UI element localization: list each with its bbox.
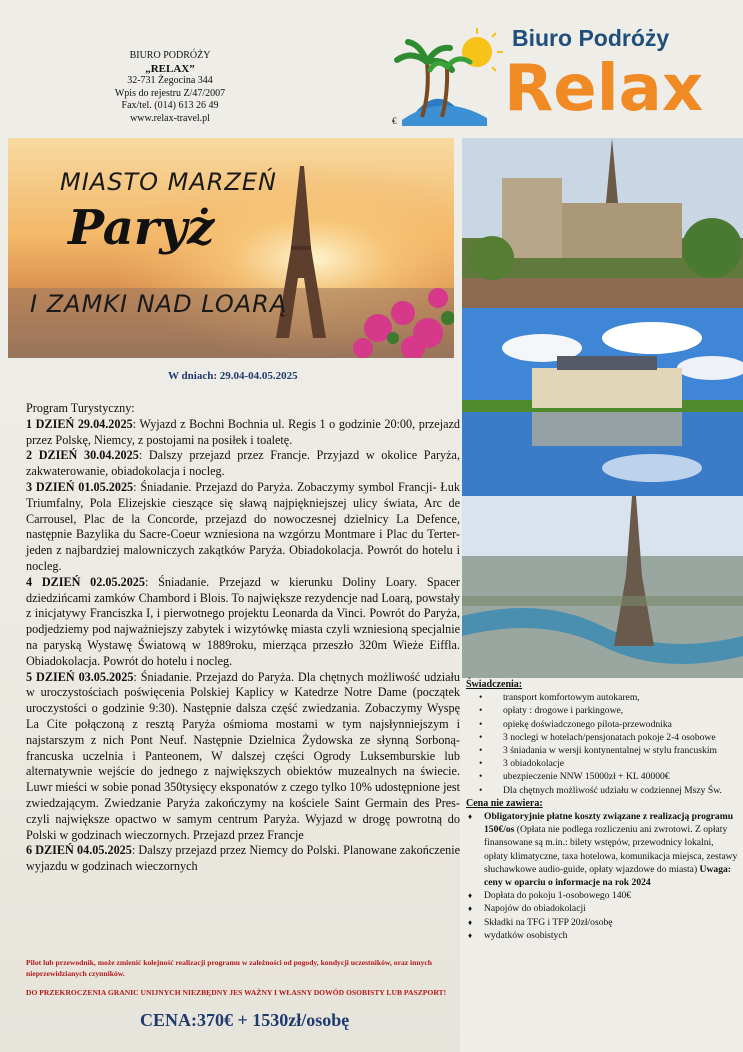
relax-logo bbox=[392, 22, 722, 127]
list-item: • 3 obiadokolacje bbox=[466, 757, 738, 770]
mandatory-costs: Obligatoryjnie płatne koszty związane z realizacją programu 150€/os bbox=[484, 811, 734, 836]
guide-note: Pilot lub przewodnik, może zmienić kolejność realizacji programu w zależności od pogody, kondycji uczestników, oraz innych nieprzewidzianych czynników. bbox=[26, 958, 432, 978]
list-item: • 3 śniadania w wersji kontynentalnej w stylu francuskim bbox=[466, 744, 738, 757]
palm-sun-icon bbox=[392, 22, 722, 127]
services-box bbox=[466, 678, 738, 942]
day-title: 1 DZIEŃ 29.04.2025 bbox=[26, 416, 133, 431]
hero-title-top: MIASTO MARZEŃ bbox=[60, 168, 277, 196]
program-day-5 bbox=[26, 670, 460, 844]
agency-address: 32-731 Żegocina 344 bbox=[127, 75, 213, 86]
program-heading: Program Turystyczny: bbox=[26, 401, 135, 415]
day-text: : Dalszy przejazd przez Niemcy do Polski. Planowane zakończenie wyjazdu w godzinach wieczornych bbox=[26, 843, 460, 874]
price-notice: Uwaga: ceny w oparciu o informacje na rok 2024 bbox=[484, 863, 731, 889]
list-item: ♦ Napojów do obiadokolacji bbox=[466, 902, 738, 915]
day-title: 5 DZIEŃ 03.05.2025 bbox=[26, 669, 134, 684]
program-day-1 bbox=[26, 417, 460, 449]
program-section bbox=[26, 401, 460, 875]
list-item: ♦ Dopłata do pokoju 1-osobowego 140€ bbox=[466, 889, 738, 902]
trip-dates: W dniach: 29.04-04.05.2025 bbox=[168, 370, 298, 382]
photo-notre-dame bbox=[462, 138, 743, 308]
services-heading: Świadczenia: bbox=[466, 679, 523, 690]
day-text: : Śniadanie. Przejazd w kierunku Doliny Loary. Spacer dziedzińcami zamków Chambord i Blois. To największe rezydencje nad Loarą, powstały z inicjatywy Franciszka I, i pierwotnego projektu Leonarda da Vinci. Powrót do Paryża, podjedziemy pod najważniejszy zabytek i wizytówkę miasta czyli wzniesioną specjalnie na paryską Wystawę Światową w 1889roku, mierząca przeszło 320m Wieże Eiffla. Obiadokolacja. Powrót do hotelu i nocleg. bbox=[26, 574, 460, 668]
list-item-mandatory bbox=[466, 810, 738, 889]
agency-label: BIURO PODRÓŻY bbox=[129, 50, 211, 61]
list-item: • opłaty : drogowe i parkingowe, bbox=[466, 704, 738, 717]
agency-website[interactable]: www.relax-travel.pl bbox=[130, 112, 210, 124]
photo-chambord-castle bbox=[462, 308, 743, 496]
day-title: 2 DZIEŃ 30.04.2025 bbox=[26, 448, 139, 463]
hero-title-main: Paryż bbox=[68, 200, 215, 256]
program-day-2 bbox=[26, 448, 460, 480]
program-day-4 bbox=[26, 575, 460, 670]
price: CENA:370€ + 1530zł/osobę bbox=[140, 1010, 350, 1030]
list-item: • transport komfortowym autokarem, bbox=[466, 691, 738, 704]
day-text: : Śniadanie. Przejazd do Paryża. Zobaczymy symbol Francji- Łuk Triumfalny, Pola Elizejskie cieszące się sławą najpiękniejszej ulicy świata, Arc de Carrousel, Plac de la Concorde, przejazd do nowoczesnej dzielnicy La Defence, następnie Bazylika du Sacre-Coeur wzniesiona na wzgórzu Montmare i Plac du Terter-jeden z najbardziej malowniczych zakątków Paryża. Obiadokolacja. Powrót do hotelu i nocleg. bbox=[26, 479, 460, 573]
list-item: • Dla chętnych możliwość udziału w codziennej Mszy Św. bbox=[466, 784, 738, 797]
list-item: ♦ wydatków osobistych bbox=[466, 929, 738, 942]
day-text: : Śniadanie. Przejazd do Paryża. Dla chętnych możliwość udziału w uroczystościach poświęcenia Polskiej Kaplicy w Katedrze Notre Dame (początek uroczystości o godzinie 9:30). Następnie dalsza część zwiedzania. Zobaczymy Wyspę La Cite połączoną z resztą Paryża ośmioma mostami w tym najsłynniejszym i najstarszym z nich Pont Neuf. Następnie Dzielnica Żydowska ze słynną Sorboną-francuska uczelnia i Panteonem, W dalszej części Ogrody Luksemburskie lub alternatywnie wejście do jednego z największych obiektów muzealnych na świecie. Luwr mieści w sobie ponad 350tysięcy eksponatów z czego tylko 10% udostępnione jest zwiedzającym. Zwiedzanie Paryża zakończymy na kościele Saint Germain des Pres-czyli największe opactwo w samym centrum Paryża. Wyjazd w drogę powrotną do Polski w godzinach wieczornych. Przejazd przez Francje bbox=[26, 669, 460, 842]
day-title: 3 DZIEŃ 01.05.2025 bbox=[26, 479, 134, 494]
agency-header bbox=[80, 50, 260, 125]
list-item: • 3 noclegi w hotelach/pensjonatach pokoje 2-4 osobowe bbox=[466, 731, 738, 744]
logo-brand: Relax bbox=[504, 52, 704, 126]
euro-mark: € bbox=[392, 116, 397, 126]
services-list bbox=[466, 691, 738, 797]
agency-registry: Wpis do rejestru Z/47/2007 bbox=[114, 87, 226, 99]
excluded-list bbox=[466, 810, 738, 942]
program-day-6 bbox=[26, 843, 460, 875]
program-day-3 bbox=[26, 480, 460, 575]
list-item: • ubezpieczenie NNW 15000zł + KL 40000€ bbox=[466, 770, 738, 783]
day-title: 6 DZIEŃ 04.05.2025 bbox=[26, 843, 132, 858]
list-item: ♦ Składki na TFG i TFP 20zł/osobę bbox=[466, 916, 738, 929]
day-text: : Wyjazd z Bochni Bochnia ul. Regis 1 o godzinie 20:00, przejazd przez Polskę, Niemcy, z postojami na posiłek i toaletę. bbox=[26, 416, 461, 447]
excluded-heading: Cena nie zawiera: bbox=[466, 797, 543, 809]
day-title: 4 DZIEŃ 02.05.2025 bbox=[26, 574, 145, 589]
documents-note: DO PRZEKROCZENIA GRANIC UNIJNYCH NIEZBĘDNY JES WAŻNY I WŁASNY DOWÓD OSOBISTY LUB PASZPORT! bbox=[26, 988, 447, 997]
day-text: : Dalszy przejazd przez Francje. Przyjazd w okolice Paryża, zakwaterowanie, obiadokolacja i nocleg. bbox=[26, 448, 460, 479]
agency-phone: Fax/tel. (014) 613 26 49 bbox=[121, 100, 219, 111]
mandatory-details: (Opłata nie podlega rozliczeniu ani zwrotowi. Z opłaty finansowane są m.in.: bilety wstępów, przewodnicy lokalni, opłaty klimatyczne, taxa hotelowa, komunikacja miejsca, zestawy słuchawkowe audio-guide, opłaty wjazdowe do miasta) bbox=[484, 824, 738, 875]
logo-top-text: Biuro Podróży bbox=[512, 25, 670, 51]
hero-title-bottom: I ZAMKI NAD LOARĄ bbox=[30, 290, 288, 318]
photo-paris-seine bbox=[462, 496, 743, 678]
agency-name: „RELAX” bbox=[145, 62, 195, 75]
list-item: • opiekę doświadczonego pilota-przewodnika bbox=[466, 718, 738, 731]
